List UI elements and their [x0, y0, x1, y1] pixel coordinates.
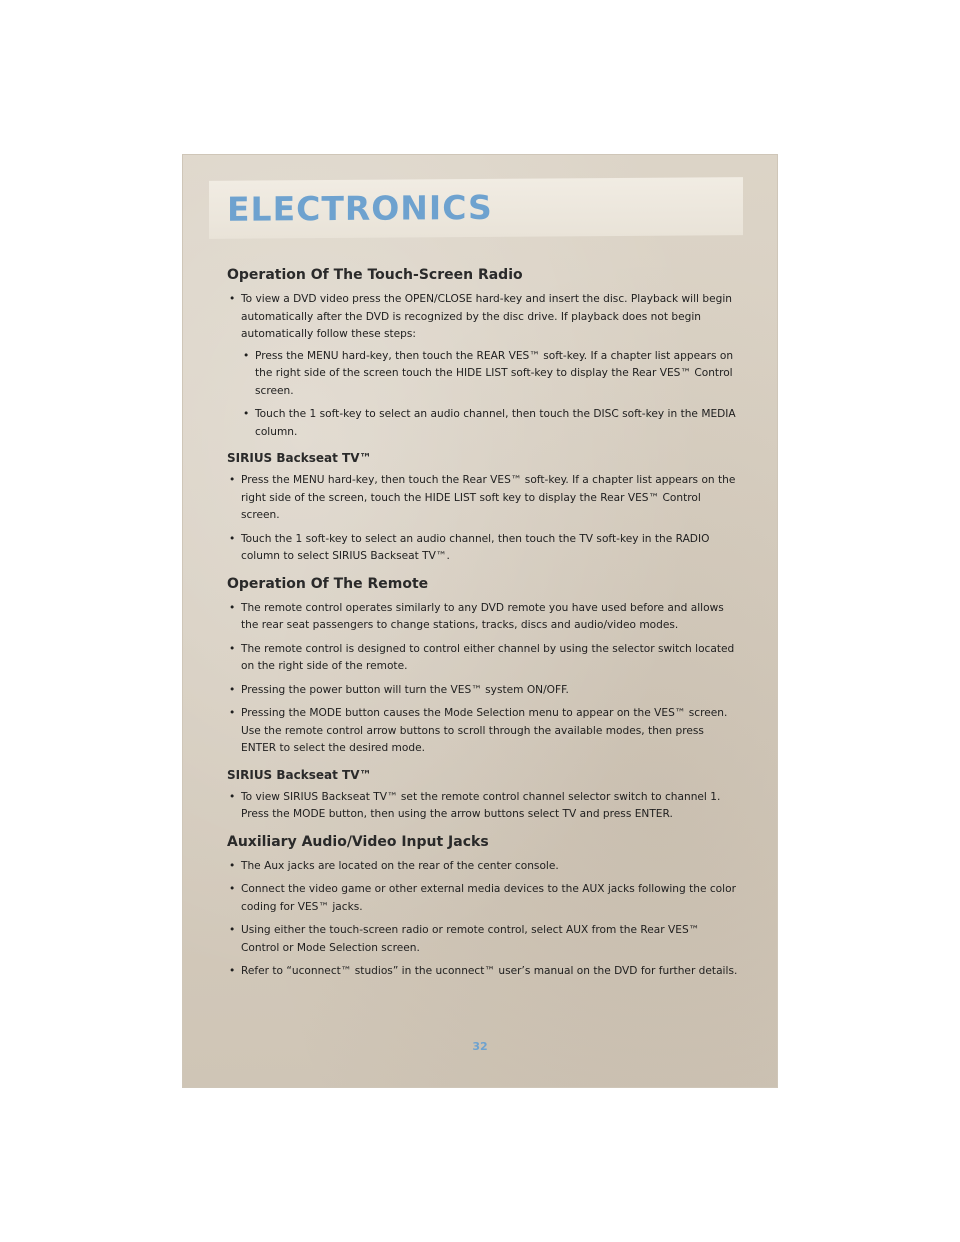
list-item: [227, 291, 739, 441]
list-item: • Pressing the MODE button causes the Mode Selection menu to appear on the VES™ screen. Use the remote control arrow buttons to scroll through the available modes, then press ENTER to select the desired mode.: [227, 705, 739, 758]
heading-aux-input-jacks: Auxiliary Audio/Video Input Jacks: [227, 833, 489, 850]
section-banner: [209, 177, 743, 239]
list-item: • The remote control operates similarly to any DVD remote you have used before and allows the rear seat passengers to change stations, tracks, discs and audio/video modes.: [227, 600, 739, 635]
list-sirius-backseat-tv-remote: [227, 789, 739, 824]
list-item: • Refer to “uconnect™ studios” in the uconnect™ user’s manual on the DVD for further details.: [227, 963, 739, 981]
page-content: [227, 265, 739, 989]
page-number: 32: [472, 1040, 488, 1053]
list-item: • The remote control is designed to control either channel by using the selector switch located on the right side of the remote.: [227, 641, 739, 676]
heading-sirius-backseat-tv: SIRIUS Backseat TV™: [227, 451, 372, 465]
list-item: • Press the MENU hard-key, then touch the Rear VES™ soft-key. If a chapter list appears on the right side of the screen, touch the HIDE LIST soft key to display the Rear VES™ Control screen.: [227, 472, 739, 525]
heading-operation-of-remote: Operation Of The Remote: [227, 575, 429, 592]
heading-sirius-backseat-tv-remote: SIRIUS Backseat TV™: [227, 767, 372, 782]
list-item: • To view SIRIUS Backseat TV™ set the remote control channel selector switch to channel 1. Press the MODE button, then using the arrow buttons select TV and press ENTER.: [227, 789, 739, 824]
list-sirius-backseat-tv: [227, 472, 739, 566]
list-item: • Pressing the power button will turn the VES™ system ON/OFF.: [227, 682, 739, 700]
nested-list: [241, 348, 739, 442]
list-item: • Connect the video game or other external media devices to the AUX jacks following the color coding for VES™ jacks.: [227, 881, 739, 916]
list-operation-of-remote: [227, 600, 739, 758]
list-item: • Touch the 1 soft-key to select an audio channel, then touch the TV soft-key in the RADIO column to select SIRIUS Backseat TV™.: [227, 531, 739, 566]
list-item: • Using either the touch-screen radio or remote control, select AUX from the Rear VES™ Control or Mode Selection screen.: [227, 922, 739, 957]
list-aux-input-jacks: [227, 858, 739, 981]
list-item: • The Aux jacks are located on the rear of the center console.: [227, 858, 739, 876]
heading-touch-screen-radio: Operation Of The Touch-Screen Radio: [227, 267, 523, 283]
manual-page: [183, 155, 777, 1087]
bullet-text: To view a DVD video press the OPEN/CLOSE hard-key and insert the disc. Playback will begin automatically after the DVD is recognized by the disc drive. If playback does not begin automatically follow these steps:: [241, 293, 732, 340]
list-item: • Touch the 1 soft-key to select an audio channel, then touch the DISC soft-key in the MEDIA column.: [241, 406, 739, 441]
page-title: ELECTRONICS: [227, 187, 493, 229]
list-item: • Press the MENU hard-key, then touch the REAR VES™ soft-key. If a chapter list appears on the right side of the screen touch the HIDE LIST soft-key to display the Rear VES™ Control screen.: [241, 348, 739, 401]
list-touch-screen-radio: [227, 291, 739, 441]
